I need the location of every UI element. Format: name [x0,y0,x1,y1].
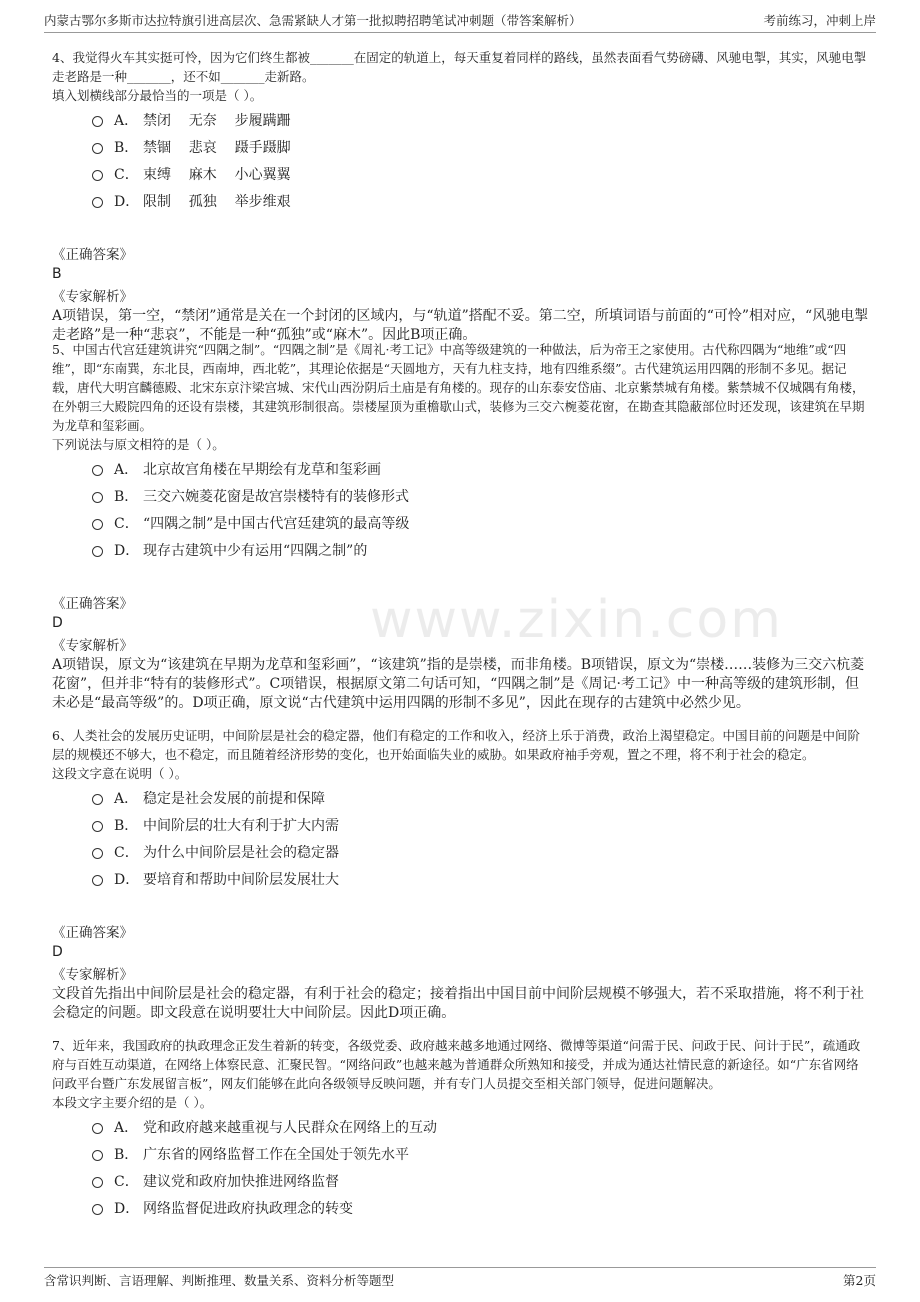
option-list [92,108,870,216]
answer-label: 《正确答案》 [52,596,133,612]
radio-button-icon[interactable] [92,1123,103,1134]
correct-answer: D [52,944,63,960]
correct-answer: B [52,266,62,282]
radio-button-icon[interactable] [92,143,103,154]
watermark: www.zixin.com [370,590,783,650]
option-b[interactable]: B． 禁锢 悲哀 蹑手蹑脚 [92,135,870,162]
radio-button-icon[interactable] [92,1204,103,1215]
option-list [92,1115,870,1223]
question-prompt: 下列说法与原文相符的是（ ）。 [52,437,225,452]
option-list [92,786,870,894]
question-stem: 5、中国古代宫廷建筑讲究“四隅之制”。“四隅之制”是《周礼·考工记》中高等级建筑的一种做法，后为帝王之家使用。古代称四隅为“地维”或“四维”，即“东南巽，东北艮，西南坤，西北乾”，其理论依据是“天圆地方，天有九柱支持，地有四维系缀”。古代建筑运用四隅的形制不多见。据记载，唐代大明宫麟德殿、北宋东京汴梁宫城、宋代山西汾阴后土庙是有角楼的。现存的山东泰安岱庙、北京紫禁城有角楼。紫禁城不仅城隅有角楼，在外朝三大殿院四角的还设有崇楼，其建筑形制很高。崇楼屋顶为重檐歇山式，装修为三交六椀菱花窗，在勘查其隐蔽部位时还发现，该建筑在早期为龙草和玺彩画。 [52,342,865,433]
radio-button-icon[interactable] [92,794,103,805]
option-a[interactable]: A． 禁闭 无奈 步履蹒跚 [92,108,870,135]
question-7 [52,1036,870,1223]
option-c[interactable]: C． 为什么中间阶层是社会的稳定器 [92,840,870,867]
option-c[interactable]: C． 建议党和政府加快推进网络监督 [92,1169,870,1196]
correct-answer: D [52,615,63,631]
document-title: 内蒙古鄂尔多斯市达拉特旗引进高层次、急需紧缺人才第一批拟聘招聘笔试冲刺题（带答案解析） [44,13,582,28]
question-prompt: 本段文字主要介绍的是（ ）。 [52,1095,213,1110]
radio-button-icon[interactable] [92,492,103,503]
header-slogan: 考前练习，冲刺上岸 [763,13,876,28]
explanation-text: 文段首先指出中间阶层是社会的稳定器，有利于社会的稳定；接着指出中国目前中间阶层规模不够强大，若不采取措施，将不利于社会稳定的问题。即文段意在说明要壮大中间阶层。因此D项正确。 [52,986,864,1021]
option-list [92,457,870,565]
explanation-text: A项错误，原文为“该建筑在早期为龙草和玺彩画”，“该建筑”指的是崇楼，而非角楼。B项错误，原文为“崇楼……装修为三交六杭菱花窗”，但并非“特有的装修形式”。C项错误，根据原文第二句话可知，“四隅之制”是《周记·考工记》中一种高等级的建筑形制，但未必是“最高等级”的。D项正确，原文说“古代建筑中运用四隅的形制不多见”，因此在现存的古建筑中必然少见。 [52,657,865,711]
radio-button-icon[interactable] [92,848,103,859]
radio-button-icon[interactable] [92,546,103,557]
question-prompt: 这段文字意在说明（ ）。 [52,766,188,781]
radio-button-icon[interactable] [92,1150,103,1161]
question-prompt: 填入划横线部分最恰当的一项是（ ）。 [52,88,263,103]
question-stem: 6、人类社会的发展历史证明，中间阶层是社会的稳定器，他们有稳定的工作和收入，经济上乐于消费，政治上渴望稳定。中国目前的问题是中间阶层的规模还不够大，也不稳定，而且随着经济形势的变化，也开始面临失业的威胁。如果政府袖手旁观，置之不理，将不利于社会的稳定。 [52,728,860,762]
explanation-text: A项错误，第一空，“禁闭”通常是关在一个封闭的区域内，与“轨道”搭配不妥。第二空，所填词语与前面的“可怜”相对应，“风驰电掣走老路”是一种“悲哀”，不能是一种“孤独”或“麻木”。因此B项正确。 [52,308,869,343]
question-stem: 4、我觉得火车其实挺可怜，因为它们终生都被_______在固定的轨道上，每天重复着同样的路线，虽然表面看气势磅礴、风驰电掣，其实，风驰电掣走老路是一种_______，还不如_______走新路。 [52,50,867,84]
footer-subjects: 含常识判断、言语理解、判断推理、数量关系、资料分析等题型 [44,1273,395,1288]
option-d[interactable]: D． 现存古建筑中少有运用“四隅之制”的 [92,538,870,565]
radio-button-icon[interactable] [92,170,103,181]
radio-button-icon[interactable] [92,519,103,530]
option-d[interactable]: D． 限制 孤独 举步维艰 [92,189,870,216]
radio-button-icon[interactable] [92,465,103,476]
question-6 [52,726,870,1023]
explanation-label: 《专家解析》 [52,967,133,983]
answer-label: 《正确答案》 [52,925,133,941]
option-d[interactable]: D． 网络监督促进政府执政理念的转变 [92,1196,870,1223]
page-header [44,10,876,33]
explanation-label: 《专家解析》 [52,638,133,654]
option-a[interactable]: A． 稳定是社会发展的前提和保障 [92,786,870,813]
page-number: 第2页 [843,1273,876,1288]
explanation-label: 《专家解析》 [52,289,133,305]
radio-button-icon[interactable] [92,197,103,208]
question-5 [52,340,870,713]
radio-button-icon[interactable] [92,1177,103,1188]
page-footer [44,1267,876,1292]
radio-button-icon[interactable] [92,116,103,127]
option-b[interactable]: B． 广东省的网络监督工作在全国处于领先水平 [92,1142,870,1169]
radio-button-icon[interactable] [92,875,103,886]
question-stem: 7、近年来，我国政府的执政理念正发生着新的转变，各级党委、政府越来越多地通过网络、微博等渠道“问需于民、问政于民、问计于民”，疏通政府与百姓互动渠道，在网络上体察民意、汇聚民智。“网络问政”也越来越为普通群众所熟知和接受，并成为通达社情民意的新途径。如“广东省网络问政平台暨广东发展留言板”，网友们能够在此向各级领导反映问题，并有专门人员提交至相关部门领导，促进问题解决。 [52,1038,861,1091]
option-c[interactable]: C． 束缚 麻木 小心翼翼 [92,162,870,189]
option-c[interactable]: C． “四隅之制”是中国古代宫廷建筑的最高等级 [92,511,870,538]
option-b[interactable]: B． 三交六婉菱花窗是故宫崇楼特有的装修形式 [92,484,870,511]
option-b[interactable]: B． 中间阶层的壮大有利于扩大内需 [92,813,870,840]
option-a[interactable]: A． 党和政府越来越重视与人民群众在网络上的互动 [92,1115,870,1142]
option-d[interactable]: D． 要培育和帮助中间阶层发展壮大 [92,867,870,894]
question-4 [52,48,870,345]
radio-button-icon[interactable] [92,821,103,832]
answer-label: 《正确答案》 [52,247,133,263]
option-a[interactable]: A． 北京故宫角楼在早期绘有龙草和玺彩画 [92,457,870,484]
